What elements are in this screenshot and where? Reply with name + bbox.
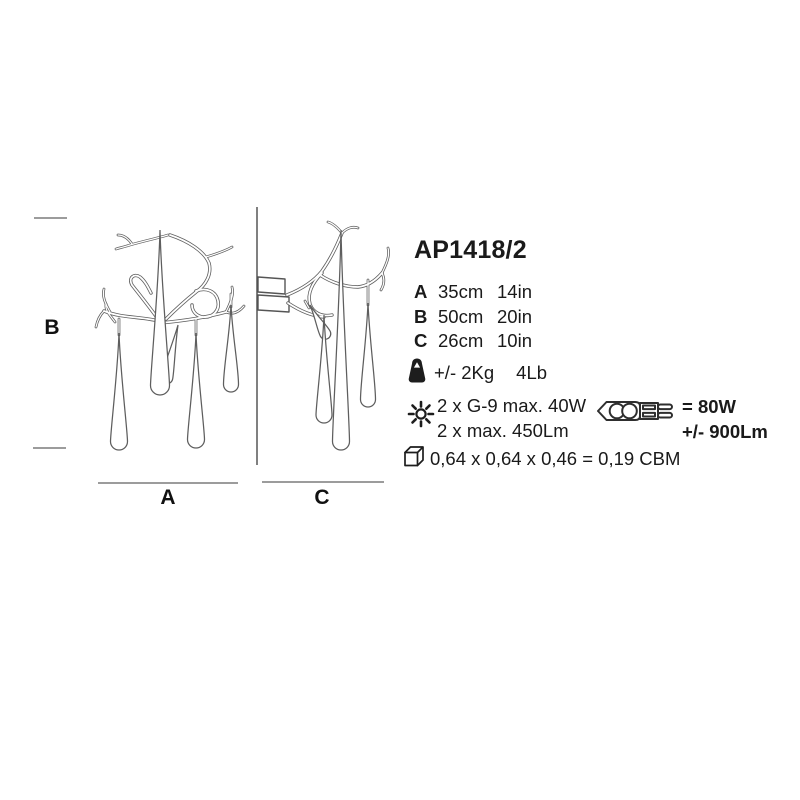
dimension-row-b [414, 305, 532, 330]
lamp-spec-line2: 2 x max. 450Lm [437, 420, 569, 441]
weight-icon [407, 358, 427, 383]
dimension-in: 14in [497, 281, 532, 303]
side-view-branches [287, 222, 389, 317]
lamp-spec-line1: 2 x G-9 max. 40W [437, 395, 587, 416]
package-volume-text: 0,64 x 0,64 x 0,46 = 0,19 CBM [430, 448, 681, 469]
g9-bulb-icon [595, 397, 675, 425]
dimension-letter: B [414, 305, 428, 327]
dimension-letter: A [414, 281, 428, 303]
weight-imperial: 4Lb [516, 362, 548, 383]
side-view-pendants [305, 230, 375, 450]
front-view-pendants [111, 230, 239, 450]
package-volume-icon [402, 445, 425, 468]
lamp-spec [437, 393, 586, 443]
dimension-row-a [414, 280, 532, 305]
dimension-row-c [414, 329, 532, 354]
dimension-table [414, 280, 532, 354]
dimension-cm: 50cm [438, 305, 484, 327]
dimension-in: 10in [497, 330, 532, 352]
weight-row [434, 362, 547, 384]
lamp-technical-drawing [20, 195, 400, 515]
total-lumen: +/- 900Lm [682, 421, 768, 442]
dimension-letter: C [414, 330, 428, 352]
dimension-cm: 35cm [438, 281, 484, 303]
weight-metric: +/- 2Kg [434, 362, 495, 383]
side-width-dimension-label: C [314, 486, 330, 509]
dimension-in: 20in [497, 305, 532, 327]
product-code: AP1418/2 [414, 236, 527, 264]
front-view-branches [96, 235, 244, 335]
dimension-cm: 26cm [438, 330, 484, 352]
height-dimension-label: B [44, 316, 60, 339]
lamp-totals [682, 394, 768, 444]
side-view-wall-bracket [258, 277, 289, 312]
front-width-dimension-label: A [160, 486, 176, 509]
light-output-icon [407, 400, 435, 428]
total-wattage: = 80W [682, 396, 736, 417]
